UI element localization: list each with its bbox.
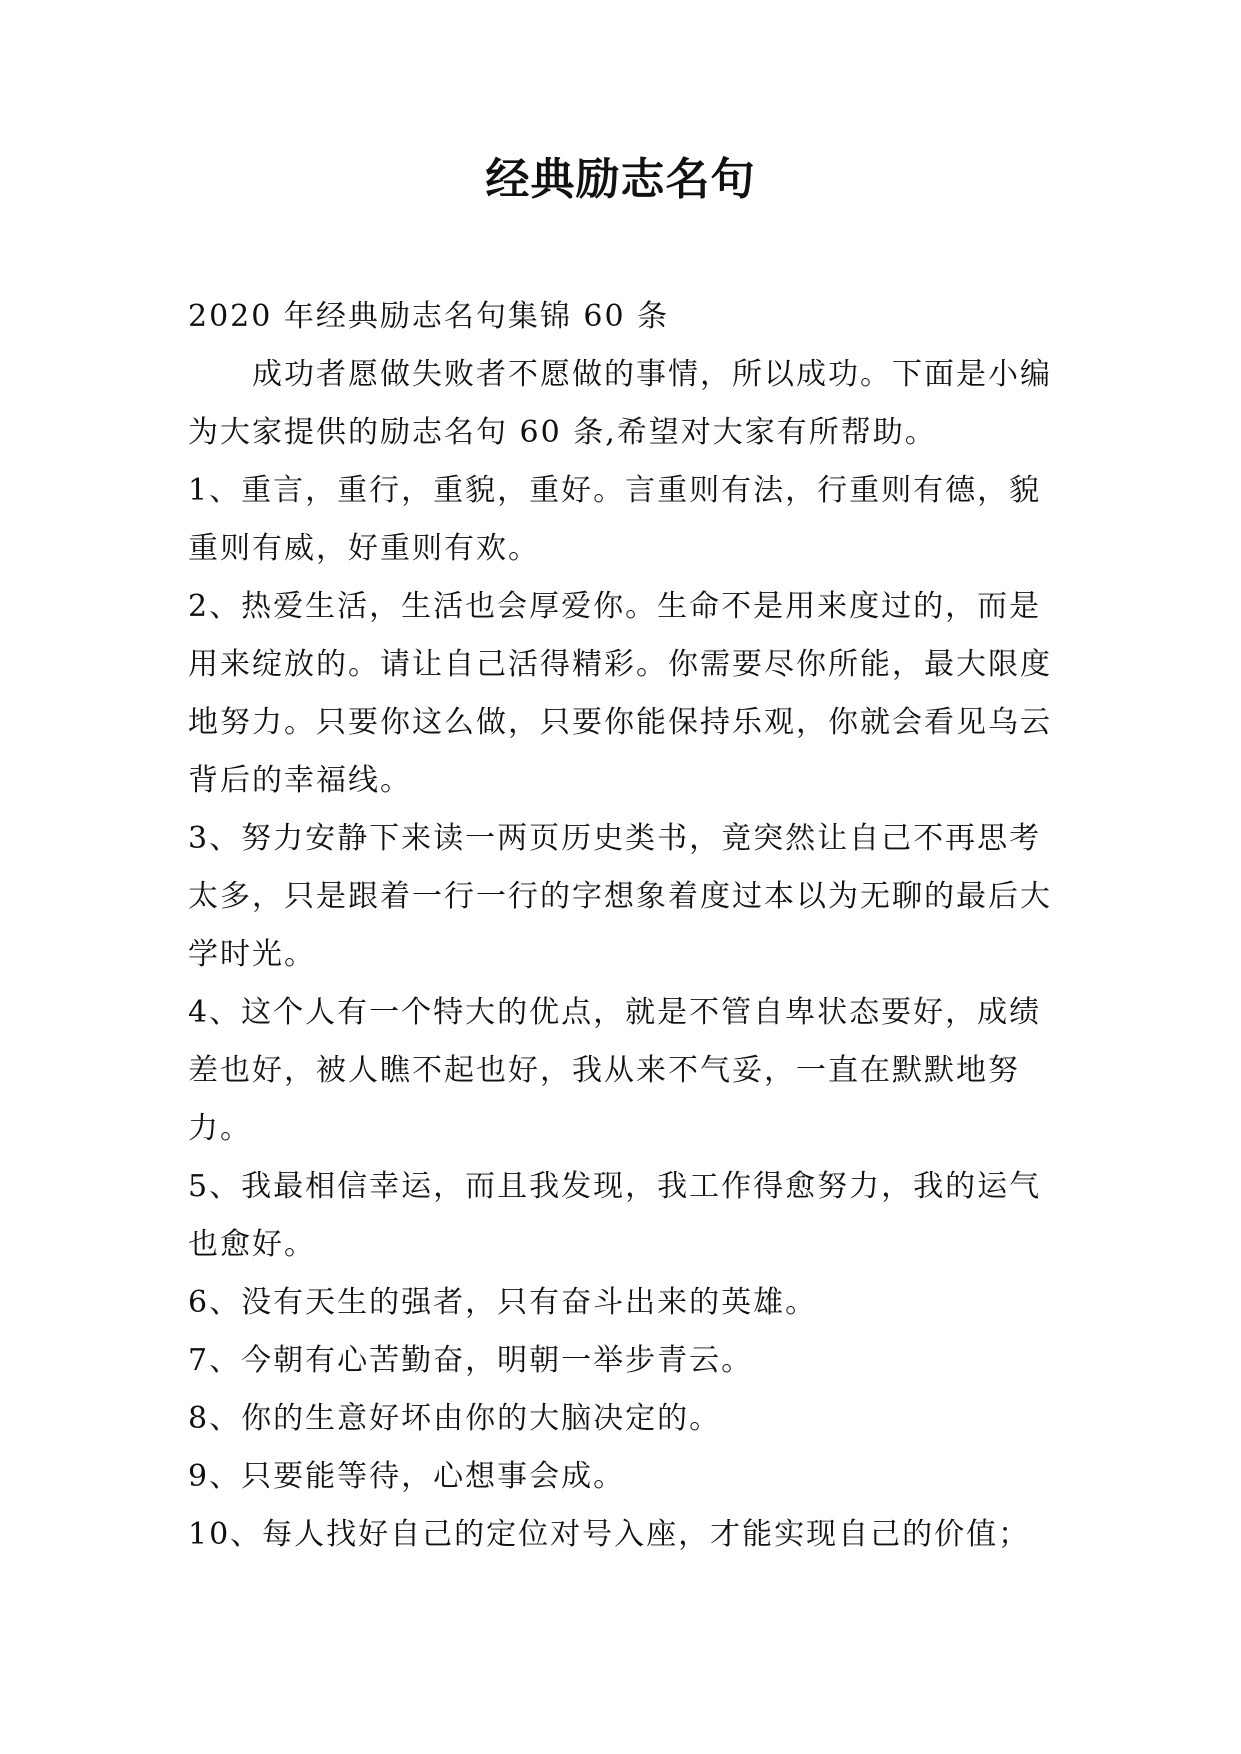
list-item: 1、重言，重行，重貌，重好。言重则有法，行重则有德，貌重则有威，好重则有欢。 — [188, 473, 1042, 566]
list-item: 8、你的生意好坏由你的大脑决定的。 — [188, 1401, 722, 1436]
list-item: 2、热爱生活，生活也会厚爱你。生命不是用来度过的，而是用来绽放的。请让自己活得精彩。你需要尽你所能，最大限度地努力。只要你这么做，只要你能保持乐观，你就会看见乌云背后的幸福线。 — [188, 589, 1052, 798]
list-item: 9、只要能等待，心想事会成。 — [188, 1459, 626, 1494]
list-item: 3、努力安静下来读一两页历史类书，竟突然让自己不再思考太多，只是跟着一行一行的字想象着度过本以为无聊的最后大学时光。 — [188, 821, 1052, 972]
document-body — [188, 288, 1068, 1564]
document-subtitle: 2020 年经典励志名句集锦 60 条 — [188, 299, 670, 334]
document-title: 经典励志名句 — [485, 154, 756, 205]
list-item: 6、没有天生的强者，只有奋斗出来的英雄。 — [188, 1285, 818, 1320]
list-item: 5、我最相信幸运，而且我发现，我工作得愈努力，我的运气也愈好。 — [188, 1169, 1042, 1262]
list-item: 7、今朝有心苦勤奋，明朝一举步青云。 — [188, 1343, 754, 1378]
list-item: 10、每人找好自己的定位对号入座，才能实现自己的价值； — [188, 1517, 1031, 1552]
list-item: 4、这个人有一个特大的优点，就是不管自卑状态要好，成绩差也好，被人瞧不起也好，我从来不气妥，一直在默默地努力。 — [188, 995, 1042, 1146]
intro-paragraph: 成功者愿做失败者不愿做的事情，所以成功。下面是小编为大家提供的励志名句 60 条,希望对大家有所帮助。 — [188, 357, 1052, 450]
